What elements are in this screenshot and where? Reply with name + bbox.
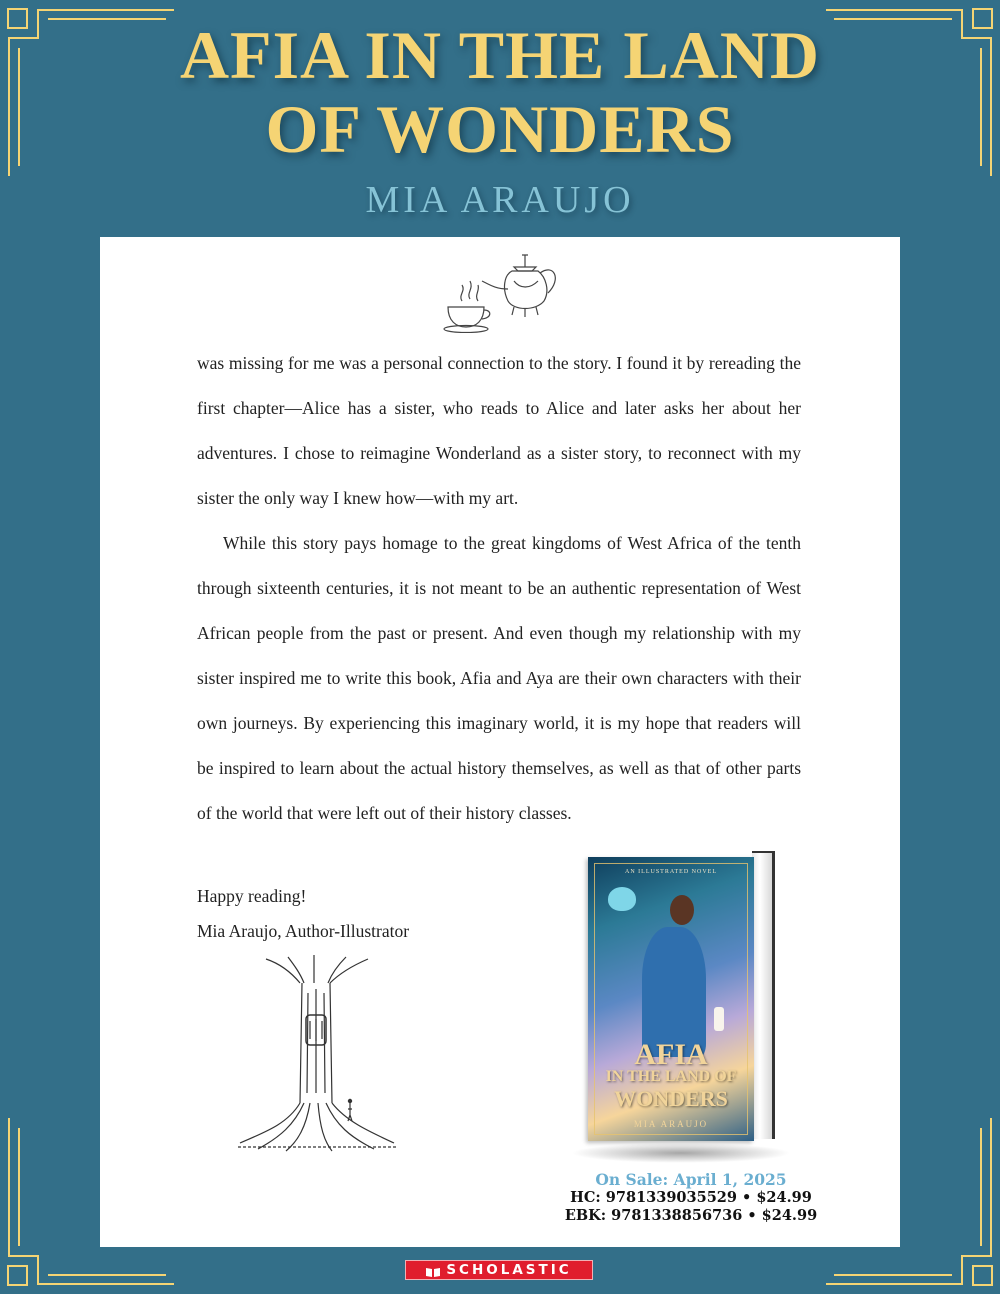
author-name: MIA ARAUJO [365, 179, 635, 221]
book-pages-edge [752, 851, 775, 1139]
book-shadow [571, 1143, 791, 1163]
book-title-line-1: AFIA IN THE LAND [179, 17, 821, 93]
on-sale-date: On Sale: April 1, 2025 [595, 1170, 787, 1189]
ebook-isbn-price: EBK: 9781338856736 • $24.99 [564, 1207, 818, 1224]
hardcover-isbn-price: HC: 9781339035529 • $24.99 [570, 1189, 812, 1206]
letter-panel [100, 237, 900, 1247]
cover-title-line-2: IN THE LAND OF [605, 1068, 737, 1085]
publisher-logo [405, 1260, 593, 1280]
book-title [0, 18, 1000, 166]
cat-mask-icon [608, 887, 636, 911]
sale-info [560, 1171, 822, 1225]
letter-paragraph-2: While this story pays homage to the great kingdoms of West Africa of the tenth through sixteenth centuries, it is not meant to be an authentic representation of West African people from the past or present. And even though my relationship with my sister inspired me to write this book, Afia and Aya are their own characters with their own journeys. By experiencing this imaginary world, it is my hope that readers will be inspired to learn about the actual history themselves, as well as that of other parts of the world that were left out of their history classes. [197, 533, 801, 823]
book-front-cover [588, 857, 754, 1141]
cover-author: MIA ARAUJO [633, 1119, 709, 1129]
letter-paragraph-1: was missing for me was a personal connection to the story. I found it by rereading the first chapter—Alice has a sister, who reads to Alice and later asks her about her adventures. I chose to reimagine Wonderland as a sister story, to reconnect with my sister the only way I knew how—with my art. [197, 353, 801, 508]
cover-title [588, 1038, 754, 1111]
letter-body [197, 341, 801, 836]
book-title-line-2: OF WONDERS [265, 91, 735, 167]
letter-closing [197, 879, 409, 949]
open-book-icon [426, 1265, 440, 1275]
tree-icon [228, 953, 403, 1153]
cover-title-line-1: AFIA [634, 1038, 708, 1071]
cover-title-line-3: WONDERS [614, 1086, 728, 1111]
publisher-name: SCHOLASTIC [446, 1262, 572, 1278]
tree-illustration [228, 953, 403, 1153]
signature: Mia Araujo, Author-Illustrator [197, 921, 410, 941]
teapot-teacup-icon [440, 245, 565, 333]
cover-figure-head [670, 895, 694, 925]
book-cover-image [566, 849, 798, 1149]
cover-kicker: AN ILLUSTRATED NOVEL [625, 869, 717, 875]
closing-greeting: Happy reading! [197, 886, 307, 906]
gazelle-icon [714, 1007, 724, 1031]
teapot-illustration [440, 245, 565, 333]
